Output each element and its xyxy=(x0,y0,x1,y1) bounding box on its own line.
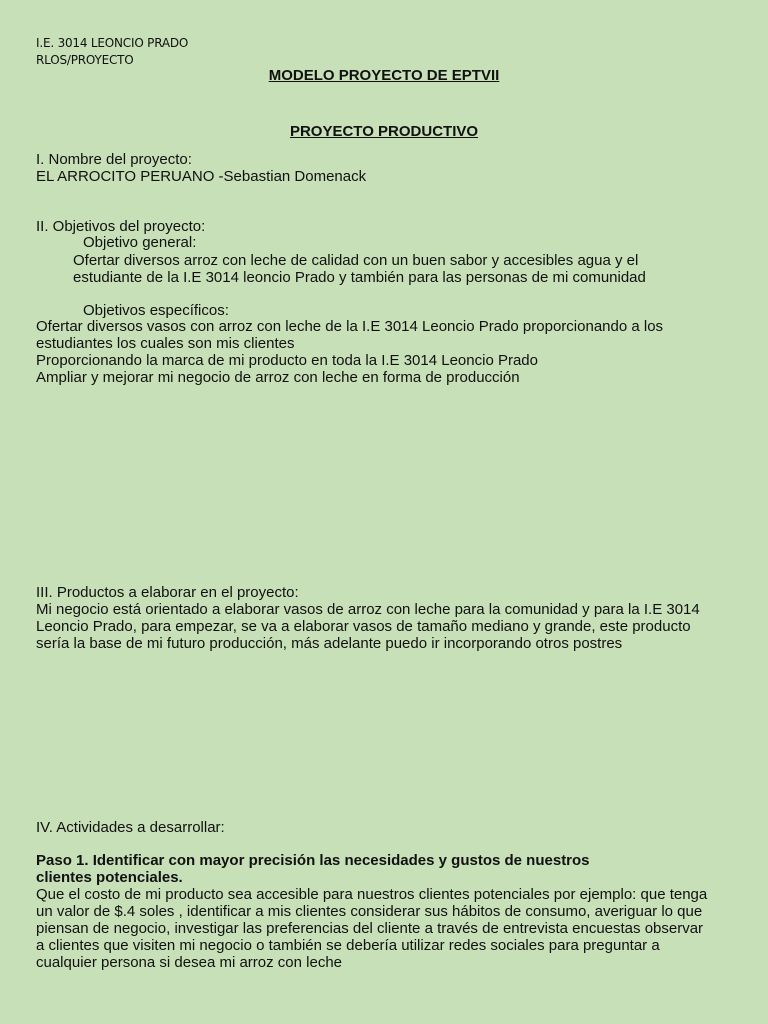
specific-objective-line: Ampliar y mejorar mi negocio de arroz con leche en forma de producción xyxy=(36,369,520,386)
products-line: Mi negocio está orientado a elaborar vasos de arroz con leche para la comunidad y para la I.E 3014 xyxy=(36,601,700,618)
step1-heading: Paso 1. Identificar con mayor precisión las necesidades y gustos de nuestros xyxy=(36,852,590,869)
specific-objective-line: Ofertar diversos vasos con arroz con leche de la I.E 3014 Leoncio Prado proporcionando a los xyxy=(36,318,664,335)
document-title: MODELO PROYECTO DE EPTVII xyxy=(268,67,500,84)
section1-heading: I. Nombre del proyecto: xyxy=(36,151,192,168)
specific-objectives-heading: Objetivos específicos: xyxy=(83,302,229,319)
activities-line: piensan de negocio, investigar las preferencias del cliente a través de entrevista encuestas observar xyxy=(36,920,704,937)
section4-heading: IV. Actividades a desarrollar: xyxy=(36,819,225,836)
specific-objective-line: Proporcionando la marca de mi producto en toda la I.E 3014 Leoncio Prado xyxy=(36,352,538,369)
step1-heading: clientes potenciales. xyxy=(36,869,183,886)
activities-line: a clientes que visiten mi negocio o también se debería utilizar redes sociales para preguntar a xyxy=(36,937,660,954)
project-name: EL ARROCITO PERUANO -Sebastian Domenack xyxy=(36,168,367,185)
activities-line: un valor de $.4 soles , identificar a mis clientes considerar sus hábitos de consumo, averiguar lo que xyxy=(36,903,703,920)
document-subtitle: PROYECTO PRODUCTIVO xyxy=(289,123,479,140)
products-line: Leoncio Prado, para empezar, se va a elaborar vasos de tamaño mediano y grande, este producto xyxy=(36,618,691,635)
section3-heading: III. Productos a elaborar en el proyecto: xyxy=(36,584,299,601)
products-line: sería la base de mi futuro producción, más adelante puedo ir incorporando otros postres xyxy=(36,635,623,652)
specific-objective-line: estudiantes los cuales son mis clientes xyxy=(36,335,295,352)
header-path: RLOS/PROYECTO xyxy=(36,53,134,67)
general-objective-line: Ofertar diversos arroz con leche de calidad con un buen sabor y accesibles agua y el xyxy=(73,252,639,269)
activities-line: cualquier persona si desea mi arroz con leche xyxy=(36,954,342,971)
general-objective-heading: Objetivo general: xyxy=(83,234,197,251)
general-objective-line: estudiante de la I.E 3014 leoncio Prado y también para las personas de mi comunidad xyxy=(73,269,646,286)
activities-line: Que el costo de mi producto sea accesible para nuestros clientes potenciales por ejemplo: que tenga xyxy=(36,886,708,903)
header-school: I.E. 3014 LEONCIO PRADO xyxy=(36,36,189,50)
section2-heading: II. Objetivos del proyecto: xyxy=(36,218,206,235)
